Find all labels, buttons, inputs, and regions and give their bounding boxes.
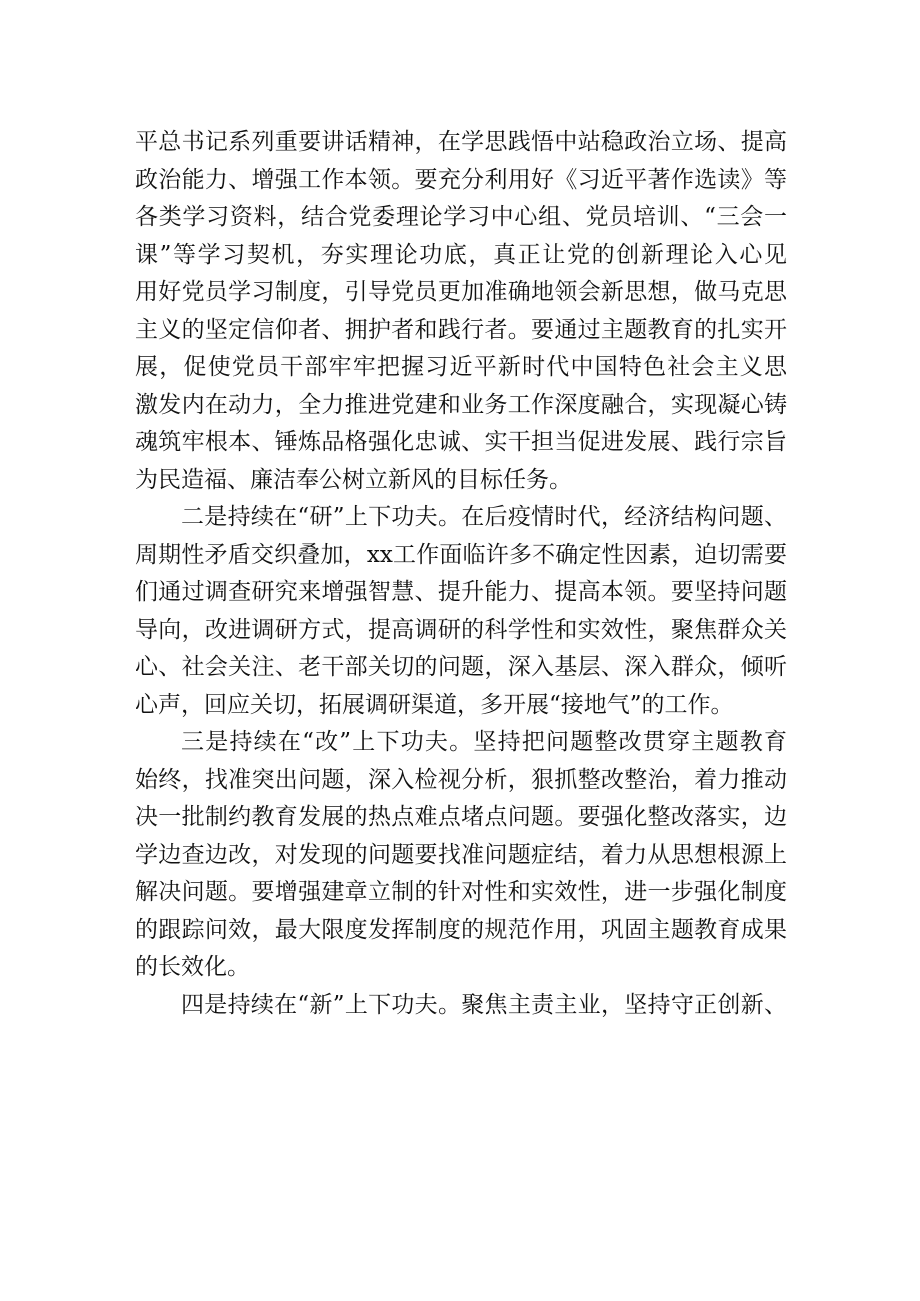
paragraph-line: 始终，找准突出问题，深入检视分析，狠抓整改整治，着力推动 bbox=[135, 766, 787, 793]
document-body bbox=[135, 124, 787, 1024]
paragraph-line: 各类学习资料，结合党委理论学习中心组、党员培训、“三会一 bbox=[135, 204, 787, 230]
paragraph-line: 二是持续在“研”上下功夫。在后疫情时代，经济结构问题、 bbox=[181, 504, 787, 530]
paragraph-line: 激发内在动力，全力推进党建和业务工作深度融合，实现凝心铸 bbox=[135, 391, 787, 418]
paragraph-line: 心、社会关注、老干部关切的问题，深入基层、深入群众，倾听 bbox=[135, 654, 787, 680]
paragraph-1 bbox=[135, 124, 787, 499]
paragraph-line: 为民造福、廉洁奉公树立新风的目标任务。 bbox=[135, 466, 572, 493]
paragraph-line: 三是持续在“改”上下功夫。坚持把问题整改贯穿主题教育 bbox=[181, 729, 787, 755]
paragraph-line: 魂筑牢根本、锤炼品格强化忠诚、实干担当促进发展、践行宗旨 bbox=[135, 429, 787, 455]
paragraph-line: 心声，回应关切，拓展调研渠道，多开展“接地气”的工作。 bbox=[135, 691, 734, 718]
paragraph-3 bbox=[135, 724, 787, 987]
paragraph-line: 主义的坚定信仰者、拥护者和践行者。要通过主题教育的扎实开 bbox=[135, 316, 787, 343]
paragraph-line: 课”等学习契机，夯实理论功底，真正让党的创新理论入心见 bbox=[135, 241, 787, 268]
paragraph-line: 用好党员学习制度，引导党员更加准确地领会新思想，做马克思 bbox=[135, 279, 787, 305]
paragraph-line: 四是持续在“新”上下功夫。聚焦主责主业，坚持守正创新、 bbox=[181, 991, 787, 1018]
paragraph-line: 导向，改进调研方式，提高调研的科学性和实效性，聚焦群众关 bbox=[135, 616, 787, 643]
paragraph-line: 的跟踪问效，最大限度发挥制度的规范作用，巩固主题教育成果 bbox=[135, 916, 787, 943]
paragraph-line: 们通过调查研究来增强智慧、提升能力、提高本领。要坚持问题 bbox=[135, 579, 787, 605]
paragraph-4 bbox=[135, 987, 787, 1025]
paragraph-line: 展，促使党员干部牢牢把握习近平新时代中国特色社会主义思 bbox=[135, 354, 787, 380]
paragraph-line: 决一批制约教育发展的热点难点堵点问题。要强化整改落实，边 bbox=[135, 804, 787, 830]
paragraph-line: 平总书记系列重要讲话精神，在学思践悟中站稳政治立场、提高 bbox=[135, 129, 787, 155]
paragraph-2 bbox=[135, 499, 787, 724]
paragraph-line: 解决问题。要增强建章立制的针对性和实效性，进一步强化制度 bbox=[135, 879, 787, 905]
paragraph-line: 政治能力、增强工作本领。要充分利用好《习近平著作选读》等 bbox=[135, 166, 787, 193]
paragraph-line: 周期性矛盾交织叠加，xx工作面临许多不确定性因素，迫切需要 bbox=[135, 541, 787, 568]
paragraph-line: 的长效化。 bbox=[135, 954, 250, 980]
paragraph-line: 学边查边改，对发现的问题要找准问题症结，着力从思想根源上 bbox=[135, 841, 787, 868]
